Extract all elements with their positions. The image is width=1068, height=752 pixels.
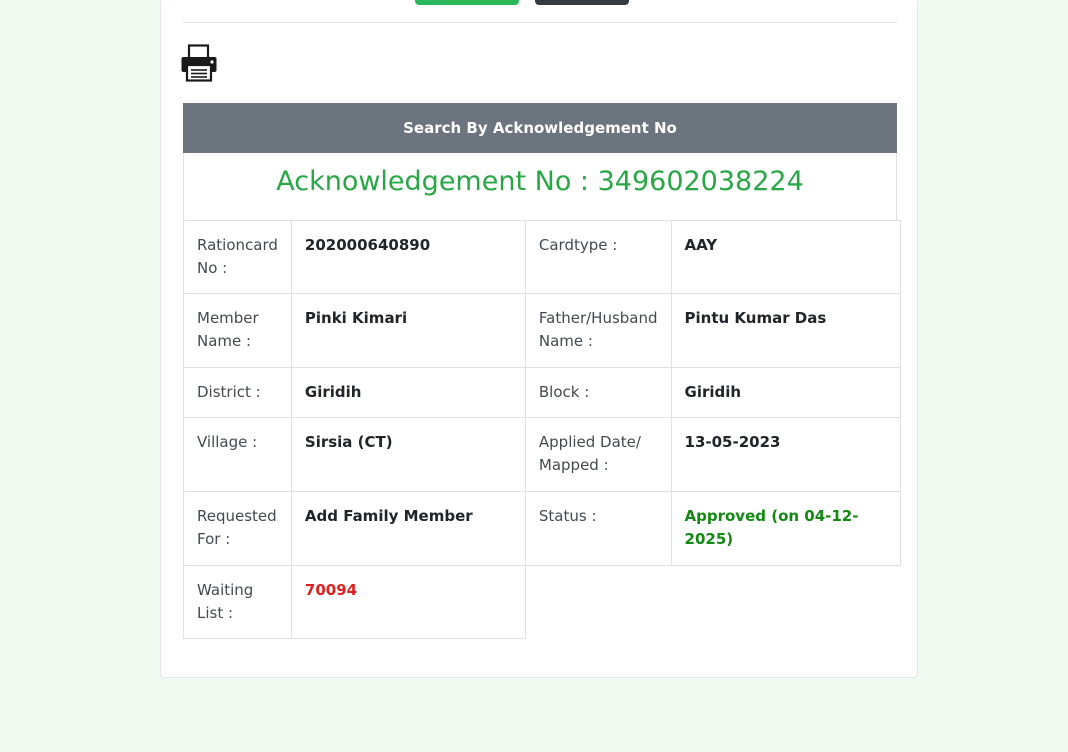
table-row [184,294,901,368]
reset-button[interactable] [535,0,629,5]
details-table [183,220,901,639]
cardtype-value: AAY [671,221,900,294]
cardtype-label: Cardtype : [525,221,671,294]
table-row [184,368,901,418]
status-label: Status : [525,492,671,566]
divider [183,22,897,23]
rationcard-value: 202000640890 [291,221,525,294]
panel-header: Search By Acknowledgement No [183,103,897,153]
table-row [184,418,901,492]
member-name-label: Member Name : [184,294,292,368]
applied-date-label: Applied Date/ Mapped : [525,418,671,492]
waiting-list-label: Waiting List : [184,566,292,639]
block-value: Giridih [671,368,900,418]
table-row [184,221,901,294]
village-label: Village : [184,418,292,492]
father-name-value: Pintu Kumar Das [671,294,900,368]
district-label: District : [184,368,292,418]
status-value: Approved (on 04-12-2025) [671,492,900,566]
block-label: Block : [525,368,671,418]
acknowledgement-row [183,153,897,221]
table-row [184,566,901,639]
village-value: Sirsia (CT) [291,418,525,492]
submit-button[interactable] [415,0,519,5]
requested-for-label: Requested For : [184,492,292,566]
requested-for-value: Add Family Member [291,492,525,566]
rationcard-label: Rationcard No : [184,221,292,294]
table-row [184,492,901,566]
father-name-label: Father/Husband Name : [525,294,671,368]
applied-date-value: 13-05-2023 [671,418,900,492]
member-name-value: Pinki Kimari [291,294,525,368]
district-value: Giridih [291,368,525,418]
empty-cell [525,566,900,639]
result-card [160,0,918,678]
printer-icon[interactable] [180,44,218,82]
ack-label: Acknowledgement No : [276,166,598,197]
ack-number: 349602038224 [597,166,804,197]
waiting-list-value: 70094 [291,566,525,639]
